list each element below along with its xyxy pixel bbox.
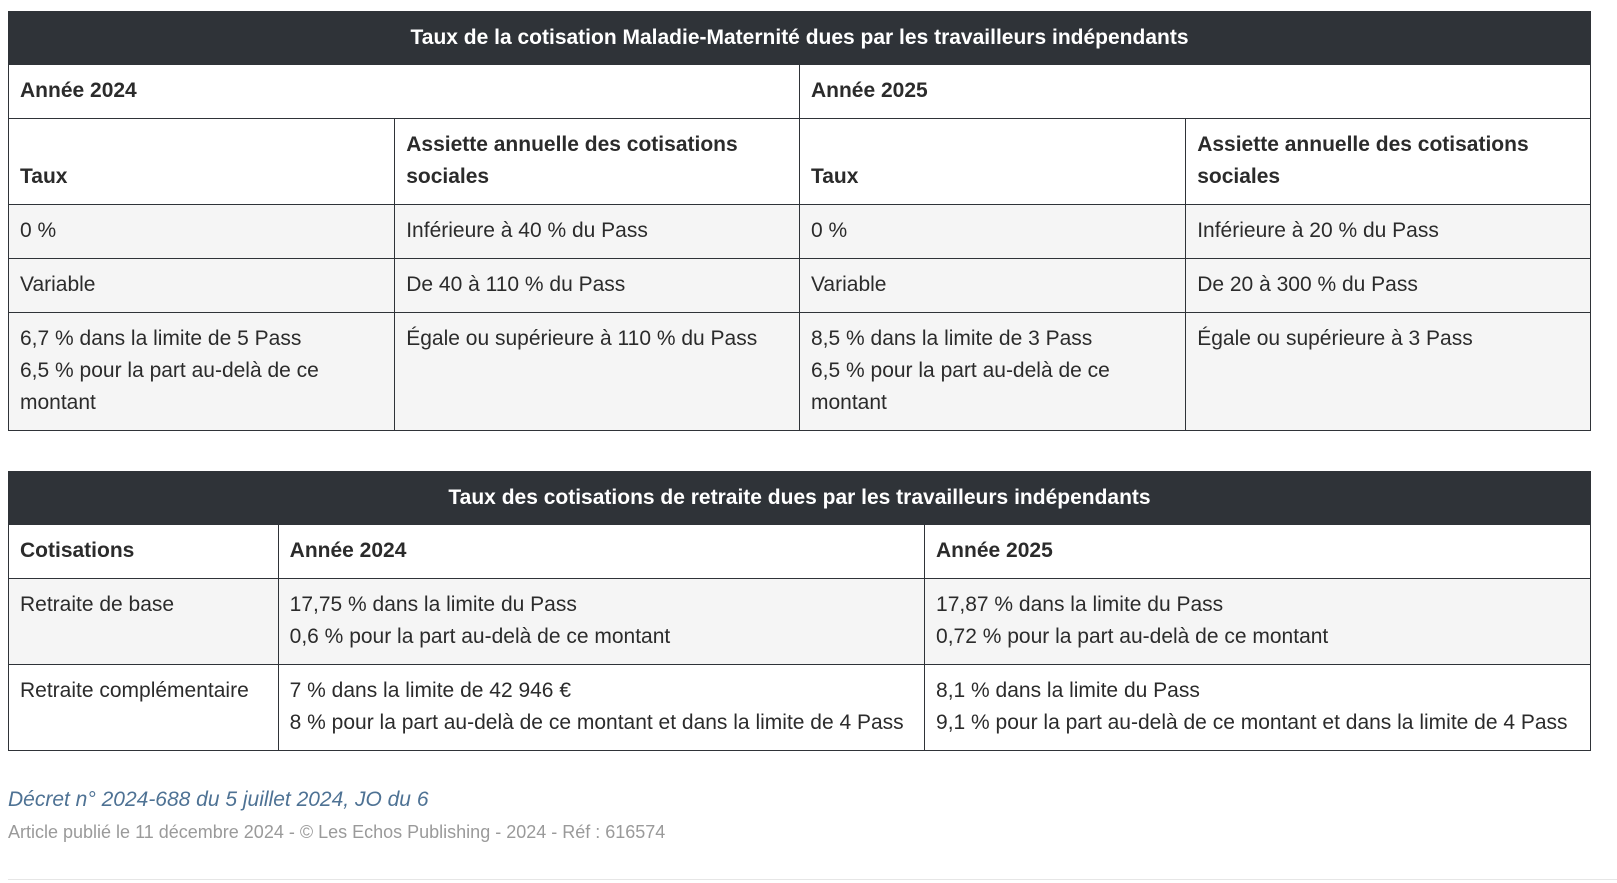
year-2025-cell <box>925 579 1591 665</box>
year-2025-header: Année 2025 <box>925 525 1591 579</box>
rate-line: 17,75 % dans la limite du Pass <box>289 593 577 616</box>
assiette-2024-header: Assiette annuelle des cotisations sociales <box>395 119 800 205</box>
cotisation-label-cell: Retraite de base <box>9 579 279 665</box>
table-row <box>9 579 1591 665</box>
assiette-2024-cell: Égale ou supérieure à 110 % du Pass <box>395 313 800 431</box>
taux-2024-header: Taux <box>9 119 395 205</box>
assiette-2025-cell: Égale ou supérieure à 3 Pass <box>1186 313 1591 431</box>
assiette-2025-cell: De 20 à 300 % du Pass <box>1186 259 1591 313</box>
divider <box>8 879 1617 880</box>
retraite-table-title: Taux des cotisations de retraite dues par les travailleurs indépendants <box>9 472 1591 525</box>
rate-line: 9,1 % pour la part au-delà de ce montant et dans la limite de 4 Pass <box>936 711 1568 734</box>
taux-line: 6,5 % pour la part au-delà de ce montant <box>810 359 1110 414</box>
cotisations-header: Cotisations <box>9 525 279 579</box>
year-2025-header: Année 2025 <box>799 65 1590 119</box>
taux-2024-cell: 0 % <box>9 205 395 259</box>
source-decree-link[interactable]: Décret n° 2024-688 du 5 juillet 2024, JO du 6 <box>8 788 429 811</box>
year-2024-header: Année 2024 <box>9 65 800 119</box>
taux-line: 6,5 % pour la part au-delà de ce montant <box>20 359 319 414</box>
cotisation-label-cell: Retraite complémentaire <box>9 665 279 751</box>
table-row <box>9 205 1591 259</box>
rate-line: 0,72 % pour la part au-delà de ce montant <box>936 625 1329 648</box>
rate-line: 17,87 % dans la limite du Pass <box>936 593 1224 616</box>
assiette-2025-header: Assiette annuelle des cotisations sociales <box>1186 119 1591 205</box>
year-2024-cell <box>278 579 924 665</box>
rate-line: 7 % dans la limite de 42 946 € <box>289 679 572 702</box>
table-row <box>9 665 1591 751</box>
rate-line: 8,1 % dans la limite du Pass <box>936 679 1200 702</box>
maladie-maternite-table <box>8 11 1591 431</box>
taux-2025-cell <box>799 313 1185 431</box>
assiette-2024-cell: Inférieure à 40 % du Pass <box>395 205 800 259</box>
taux-2025-cell: Variable <box>799 259 1185 313</box>
maladie-table-title: Taux de la cotisation Maladie-Maternité dues par les travailleurs indépendants <box>9 12 1591 65</box>
year-2025-cell <box>925 665 1591 751</box>
retraite-table <box>8 471 1591 751</box>
taux-line: 8,5 % dans la limite de 3 Pass <box>810 327 1093 350</box>
table-row <box>9 313 1591 431</box>
rate-line: 0,6 % pour la part au-delà de ce montant <box>289 625 671 648</box>
taux-2024-cell: Variable <box>9 259 395 313</box>
assiette-2024-cell: De 40 à 110 % du Pass <box>395 259 800 313</box>
taux-2024-cell <box>9 313 395 431</box>
year-2024-cell <box>278 665 924 751</box>
taux-line: 6,7 % dans la limite de 5 Pass <box>20 327 302 350</box>
table-row <box>9 259 1591 313</box>
rate-line: 8 % pour la part au-delà de ce montant et dans la limite de 4 Pass <box>289 711 904 734</box>
taux-2025-cell: 0 % <box>799 205 1185 259</box>
assiette-2025-cell: Inférieure à 20 % du Pass <box>1186 205 1591 259</box>
year-2024-header: Année 2024 <box>278 525 924 579</box>
taux-2025-header: Taux <box>799 119 1185 205</box>
publication-info: Article publié le 11 décembre 2024 - © Les Echos Publishing - 2024 - Réf : 616574 <box>8 822 666 842</box>
